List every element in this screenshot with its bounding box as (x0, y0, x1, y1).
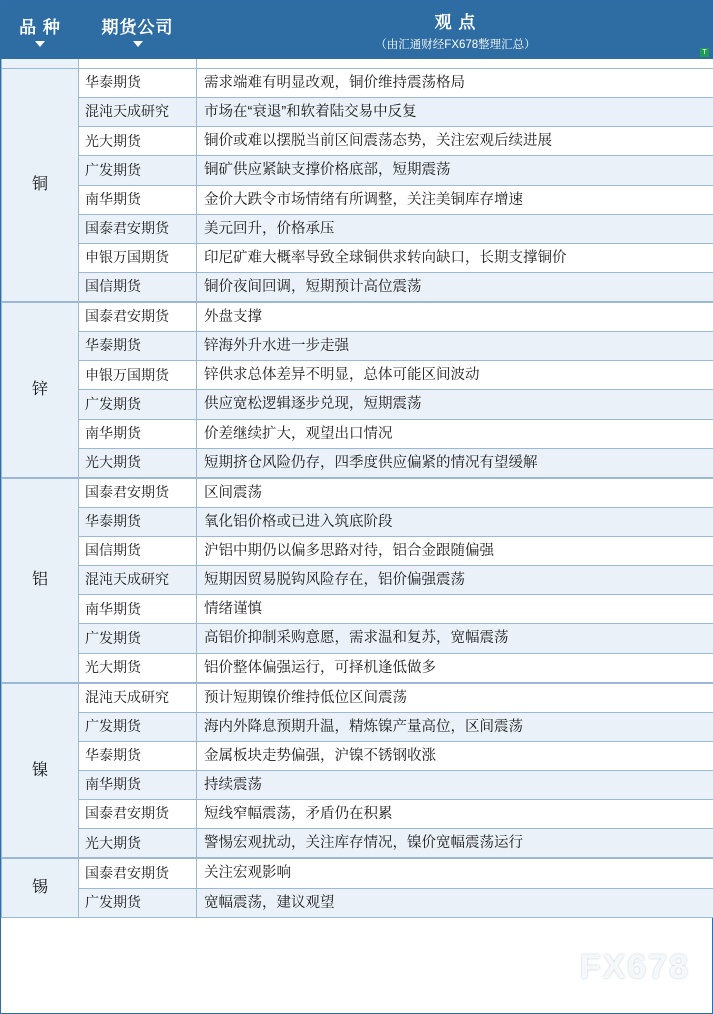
category-cell: 锌 (2, 302, 79, 478)
header-spacer-row (2, 59, 713, 69)
watermark: FX678 (579, 948, 690, 986)
header-view (197, 2, 713, 59)
table-row (2, 390, 713, 419)
table-row (2, 595, 713, 624)
firm-cell: 广发期货 (79, 390, 197, 419)
firm-cell: 国泰君安期货 (79, 478, 197, 508)
firm-cell: 混沌天成研究 (79, 98, 197, 127)
view-cell: 警惕宏观扰动，关注库存情况，镍价宽幅震荡运行 (197, 829, 713, 859)
category-cell: 锡 (2, 858, 79, 917)
view-cell: 锌海外升水进一步走强 (197, 332, 713, 361)
table-row (2, 537, 713, 566)
firm-cell: 国泰君安期货 (79, 800, 197, 829)
firm-cell: 南华期货 (79, 419, 197, 448)
header-category-label: 品 种 (19, 18, 61, 37)
view-cell: 锌供求总体差异不明显，总体可能区间波动 (197, 361, 713, 390)
firm-cell: 混沌天成研究 (79, 566, 197, 595)
view-cell: 关注宏观影响 (197, 858, 713, 888)
firm-cell: 光大期货 (79, 653, 197, 683)
view-cell: 高铝价抑制采购意愿，需求温和复苏，宽幅震荡 (197, 624, 713, 653)
view-cell: 预计短期镍价维持低位区间震荡 (197, 683, 713, 713)
table-row (2, 332, 713, 361)
view-cell: 铜价夜间回调，短期预计高位震荡 (197, 272, 713, 302)
firm-cell: 华泰期货 (79, 332, 197, 361)
firm-cell: 华泰期货 (79, 507, 197, 536)
table-row (2, 214, 713, 243)
table-row (2, 243, 713, 272)
table-row (2, 771, 713, 800)
firm-cell: 南华期货 (79, 595, 197, 624)
firm-cell: 南华期货 (79, 771, 197, 800)
table-row (2, 829, 713, 859)
table-row (2, 507, 713, 536)
view-cell: 铝价整体偏强运行，可择机逢低做多 (197, 653, 713, 683)
header-category[interactable] (2, 2, 79, 59)
firm-cell: 申银万国期货 (79, 361, 197, 390)
table-row (2, 683, 713, 713)
table-row (2, 741, 713, 770)
spacer-cell (2, 59, 79, 69)
firm-cell: 广发期货 (79, 712, 197, 741)
table-row (2, 858, 713, 888)
view-cell: 短期因贸易脱钩风险存在，铝价偏强震荡 (197, 566, 713, 595)
chevron-down-icon[interactable] (133, 41, 143, 47)
table-row (2, 69, 713, 98)
spacer-cell (79, 59, 197, 69)
table-row (2, 98, 713, 127)
firm-cell: 国信期货 (79, 272, 197, 302)
view-cell: 区间震荡 (197, 478, 713, 508)
firm-cell: 国泰君安期货 (79, 214, 197, 243)
view-cell: 需求端难有明显改观，铜价维持震荡格局 (197, 69, 713, 98)
view-cell: 情绪谨慎 (197, 595, 713, 624)
futures-view-table (1, 1, 713, 918)
view-cell: 金价大跌令市场情绪有所调整，关注美铜库存增速 (197, 185, 713, 214)
firm-cell: 申银万国期货 (79, 243, 197, 272)
category-cell: 铝 (2, 478, 79, 683)
table-header (2, 2, 713, 59)
table-row (2, 888, 713, 917)
table-row (2, 361, 713, 390)
table-body (2, 59, 713, 918)
spacer-cell (197, 59, 713, 69)
firm-cell: 光大期货 (79, 829, 197, 859)
view-cell: 氧化铝价格或已进入筑底阶段 (197, 507, 713, 536)
view-cell: 印尼矿难大概率导致全球铜供求转向缺口，长期支撑铜价 (197, 243, 713, 272)
table-row (2, 624, 713, 653)
view-cell: 短线窄幅震荡，矛盾仍在积累 (197, 800, 713, 829)
chevron-down-icon[interactable] (35, 41, 45, 47)
view-cell: 短期挤仓风险仍存，四季度供应偏紧的情况有望缓解 (197, 448, 713, 478)
table-row (2, 712, 713, 741)
firm-cell: 国泰君安期货 (79, 858, 197, 888)
view-cell: 价差继续扩大，观望出口情况 (197, 419, 713, 448)
view-cell: 沪铝中期仍以偏多思路对待，铝合金跟随偏强 (197, 537, 713, 566)
view-cell: 市场在“衰退”和软着陆交易中反复 (197, 98, 713, 127)
category-cell: 铜 (2, 69, 79, 303)
view-cell: 宽幅震荡，建议观望 (197, 888, 713, 917)
table-row (2, 302, 713, 332)
view-cell: 金属板块走势偏强，沪镍不锈钢收涨 (197, 741, 713, 770)
view-cell: 美元回升，价格承压 (197, 214, 713, 243)
view-cell: 海内外降息预期升温，精炼镍产量高位，区间震荡 (197, 712, 713, 741)
table-row (2, 272, 713, 302)
view-cell: 外盘支撑 (197, 302, 713, 332)
firm-cell: 光大期货 (79, 448, 197, 478)
view-cell: 持续震荡 (197, 771, 713, 800)
table-row (2, 566, 713, 595)
table-row (2, 156, 713, 185)
view-cell: 供应宽松逻辑逐步兑现，短期震荡 (197, 390, 713, 419)
firm-cell: 华泰期货 (79, 741, 197, 770)
firm-cell: 广发期货 (79, 888, 197, 917)
firm-cell: 华泰期货 (79, 69, 197, 98)
table-row (2, 653, 713, 683)
header-view-subtitle: （由汇通财经FX678整理汇总） (375, 39, 536, 51)
header-firm[interactable] (79, 2, 197, 59)
corner-badge: T (700, 48, 709, 57)
view-cell: 铜价或难以摆脱当前区间震荡态势，关注宏观后续进展 (197, 127, 713, 156)
category-cell: 镍 (2, 683, 79, 859)
firm-cell: 国泰君安期货 (79, 302, 197, 332)
table-row (2, 127, 713, 156)
view-cell: 铜矿供应紧缺支撑价格底部，短期震荡 (197, 156, 713, 185)
firm-cell: 国信期货 (79, 537, 197, 566)
table-row (2, 185, 713, 214)
header-view-label: 观 点 (434, 13, 477, 32)
firm-cell: 广发期货 (79, 624, 197, 653)
table-row (2, 448, 713, 478)
header-firm-label: 期货公司 (101, 18, 174, 37)
table-row (2, 419, 713, 448)
firm-cell: 南华期货 (79, 185, 197, 214)
table-row (2, 800, 713, 829)
firm-cell: 光大期货 (79, 127, 197, 156)
firm-cell: 广发期货 (79, 156, 197, 185)
table-row (2, 478, 713, 508)
firm-cell: 混沌天成研究 (79, 683, 197, 713)
